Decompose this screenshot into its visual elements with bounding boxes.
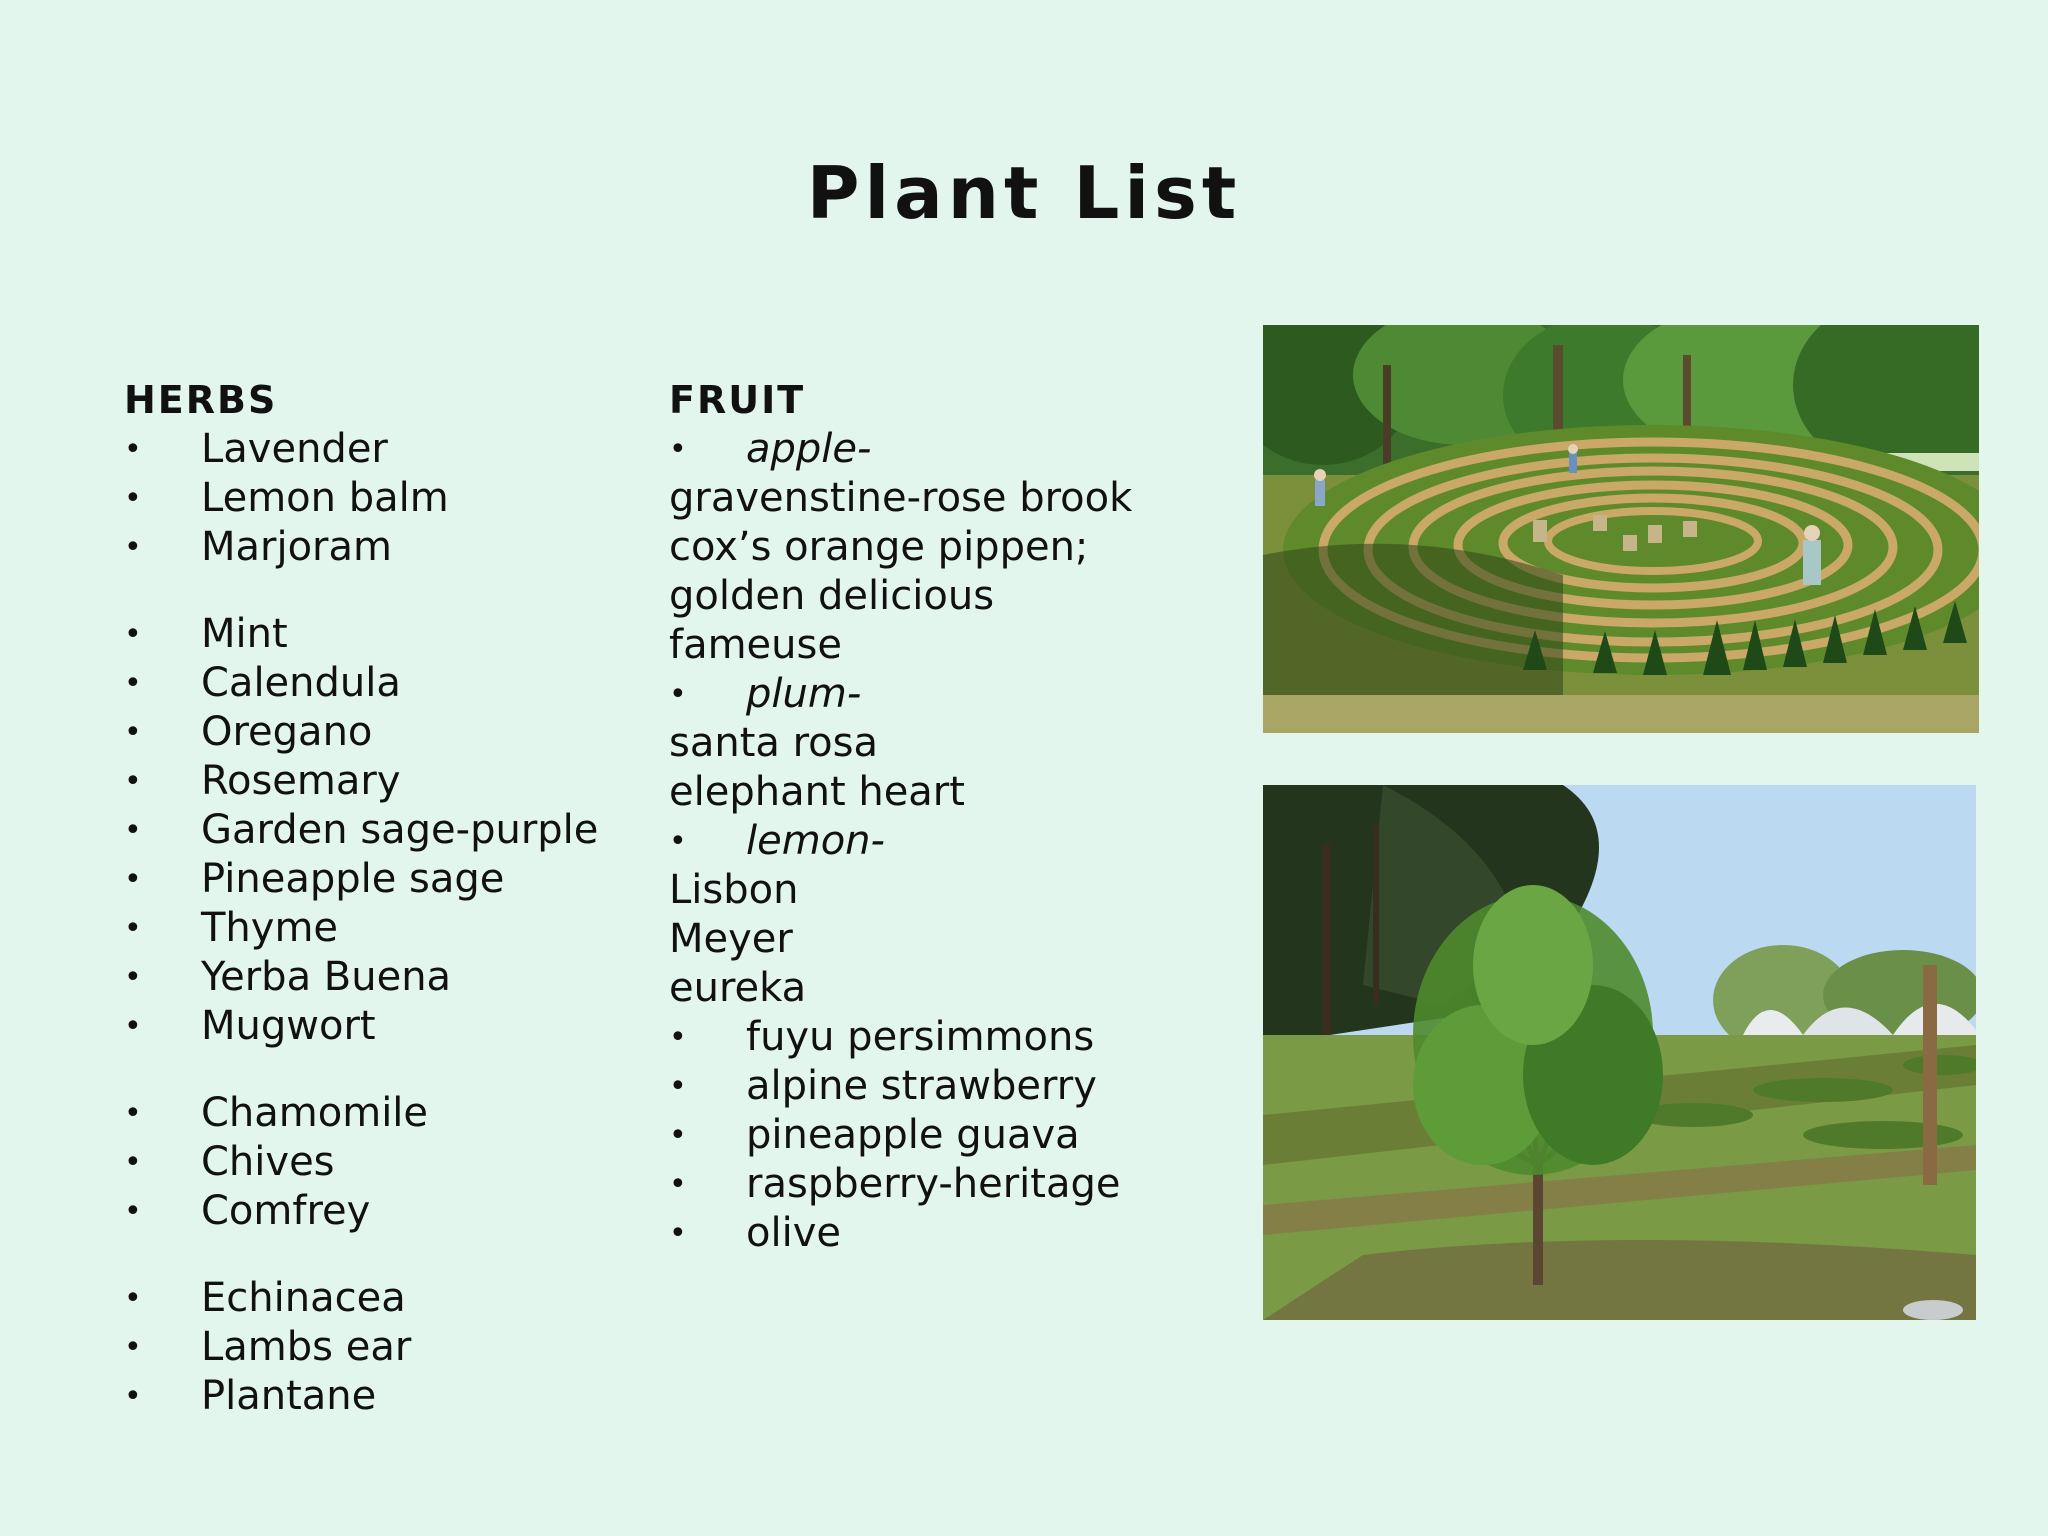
bullet: •: [124, 715, 142, 750]
list-item: • Calendula: [124, 660, 401, 706]
list-item: • Lavender: [124, 426, 388, 472]
list-item: • lemon-: [669, 818, 885, 864]
list-item: • Echinacea: [124, 1275, 406, 1321]
variety-line: elephant heart: [669, 769, 965, 815]
list-item: • Mugwort: [124, 1003, 376, 1049]
bullet: •: [124, 862, 142, 897]
bullet: •: [669, 1167, 687, 1202]
bullet: •: [669, 677, 687, 712]
list-item: • Chives: [124, 1139, 335, 1185]
list-item: • Marjoram: [124, 524, 392, 570]
list-item: • Rosemary: [124, 758, 401, 804]
bullet: •: [124, 481, 142, 516]
bullet: •: [124, 432, 142, 467]
list-item: • Lemon balm: [124, 475, 449, 521]
list-item: • Mint: [124, 611, 288, 657]
herbs-list: [124, 376, 644, 1421]
bullet: •: [124, 813, 142, 848]
fruit-tree-photo: [1263, 785, 1976, 1320]
list-item: • olive: [669, 1210, 841, 1256]
fruit-list: [669, 376, 1229, 1258]
variety-line: eureka: [669, 965, 807, 1011]
variety-line: santa rosa: [669, 720, 879, 766]
list-item: • Oregano: [124, 709, 373, 755]
bullet: •: [124, 1330, 142, 1365]
bullet: •: [124, 764, 142, 799]
variety-line: gravenstine-rose brook: [669, 475, 1133, 521]
variety-line: Meyer: [669, 916, 793, 962]
list-item: • Lambs ear: [124, 1324, 412, 1370]
bullet: •: [669, 1216, 687, 1251]
variety-line: golden delicious: [669, 573, 995, 619]
bullet: •: [124, 1096, 142, 1131]
bullet: •: [124, 1281, 142, 1316]
list-item: • pineapple guava: [669, 1112, 1080, 1158]
bullet: •: [124, 1379, 142, 1414]
herbs-heading: HERBS: [124, 378, 278, 422]
list-item: • Yerba Buena: [124, 954, 452, 1000]
bullet: •: [124, 1145, 142, 1180]
variety-line: cox’s orange pippen;: [669, 524, 1089, 570]
bullet: •: [124, 960, 142, 995]
list-item: • alpine strawberry: [669, 1063, 1097, 1109]
bullet: •: [124, 911, 142, 946]
bullet: •: [124, 530, 142, 565]
list-item: • raspberry-heritage: [669, 1161, 1121, 1207]
bullet: •: [669, 1020, 687, 1055]
list-item: • Garden sage-purple: [124, 807, 599, 853]
fruit-heading: FRUIT: [669, 378, 806, 422]
list-item: • Chamomile: [124, 1090, 429, 1136]
bullet: •: [669, 824, 687, 859]
bullet: •: [669, 1118, 687, 1153]
bullet: •: [124, 1194, 142, 1229]
list-item: • Plantane: [124, 1373, 377, 1419]
page-title: Plant List: [806, 151, 1242, 235]
list-item: • apple-: [669, 426, 872, 472]
list-item: • Pineapple sage: [124, 856, 505, 902]
list-item: • Thyme: [124, 905, 339, 951]
bullet: •: [669, 432, 687, 467]
bullet: •: [124, 1009, 142, 1044]
bullet: •: [124, 666, 142, 701]
labyrinth-photo: [1263, 325, 1979, 733]
variety-line: Lisbon: [669, 867, 799, 913]
list-item: • plum-: [669, 671, 862, 717]
bullet: •: [124, 617, 142, 652]
variety-line: fameuse: [669, 622, 842, 668]
list-item: • Comfrey: [124, 1188, 371, 1234]
bullet: •: [669, 1069, 687, 1104]
list-item: • fuyu persimmons: [669, 1014, 1095, 1060]
